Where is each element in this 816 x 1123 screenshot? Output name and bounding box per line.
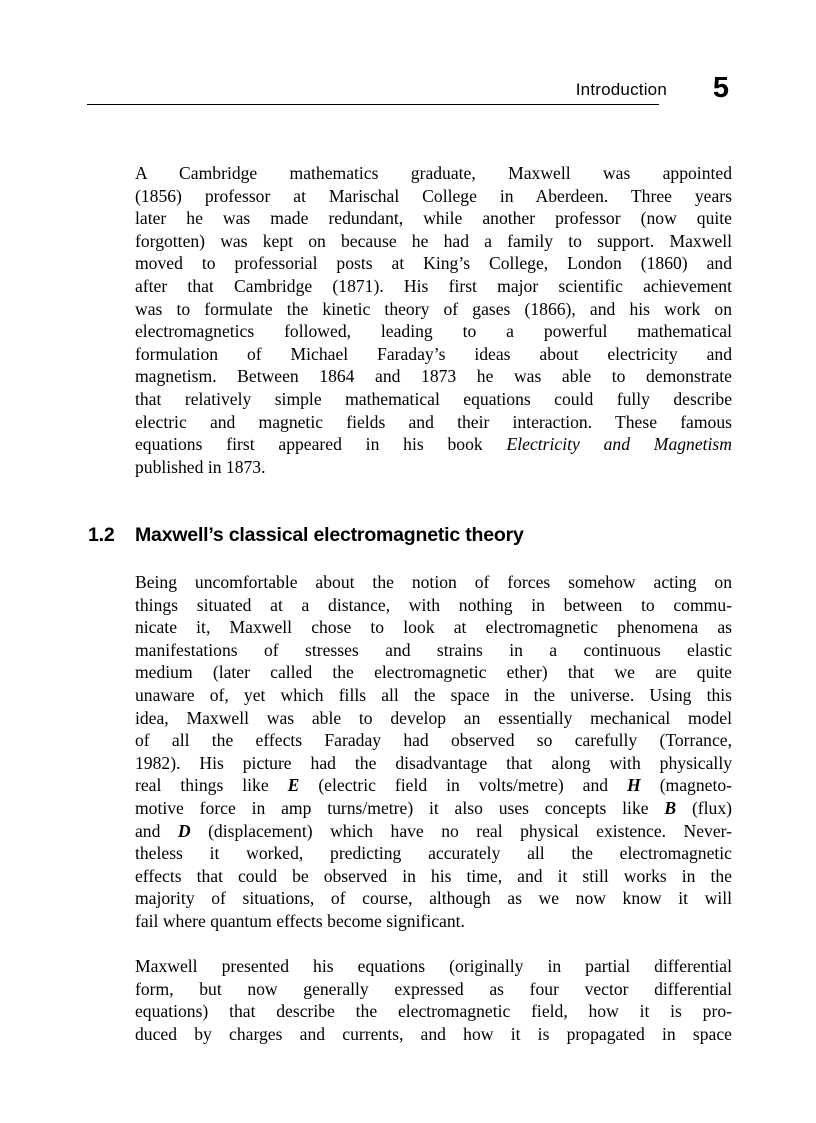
section-title: Maxwell’s classical electromagnetic theory bbox=[135, 524, 524, 546]
text-line: duced by charges and currents, and how it is propagated in space bbox=[135, 1023, 732, 1044]
running-head bbox=[87, 72, 737, 104]
paragraph-maxwell-equations bbox=[135, 955, 732, 1045]
symbol-d: D bbox=[177, 820, 191, 841]
text-line bbox=[135, 797, 732, 820]
text-line: medium (later called the electromagnetic ether) that we are quite bbox=[135, 662, 732, 683]
text-line: was to formulate the kinetic theory of gases (1866), and his work on bbox=[135, 298, 732, 319]
text-line: magnetism. Between 1864 and 1873 he was able to demonstrate bbox=[135, 366, 732, 387]
text-line bbox=[135, 774, 732, 797]
text-line: formulation of Michael Faraday’s ideas about electricity and bbox=[135, 343, 732, 364]
text-segment: real things like bbox=[135, 775, 269, 796]
text-line: Maxwell presented his equations (originally in partial differential bbox=[135, 956, 732, 976]
text-line: of all the effects Faraday had observed so carefully (Torrance, bbox=[135, 730, 732, 751]
text-line: Being uncomfortable about the notion of forces somehow acting on bbox=[135, 572, 732, 592]
text-line bbox=[135, 433, 732, 456]
text-segment: (displacement) which have no real physical existence. Never- bbox=[208, 820, 732, 841]
text-line: moved to professorial posts at King’s College, London (1860) and bbox=[135, 253, 732, 274]
text-segment: (flux) bbox=[691, 797, 732, 818]
text-line: nicate it, Maxwell chose to look at electromagnetic phenomena as bbox=[135, 617, 732, 638]
header-rule bbox=[87, 104, 659, 105]
text-line: published in 1873. bbox=[135, 456, 266, 477]
symbol-e: E bbox=[287, 775, 300, 796]
paragraph-maxwell-biography bbox=[135, 162, 732, 478]
text-line: unaware of, yet which fills all the space in the universe. Using this bbox=[135, 684, 732, 705]
text-line: (1856) professor at Marischal College in Aberdeen. Three years bbox=[135, 185, 732, 206]
text-segment: motive force in amp turns/metre) it also uses concepts like bbox=[135, 797, 649, 818]
text-line: things situated at a distance, with nothing in between to commu- bbox=[135, 594, 732, 615]
text-line: idea, Maxwell was able to develop an essentially mechanical model bbox=[135, 707, 732, 728]
text-line: after that Cambridge (1871). His first major scientific achievement bbox=[135, 275, 732, 296]
text-line: theless it worked, predicting accurately all the electromagnetic bbox=[135, 843, 732, 864]
text-line: electromagnetics followed, leading to a powerful mathematical bbox=[135, 321, 732, 342]
text-line bbox=[135, 820, 732, 843]
text-line: electric and magnetic fields and their interaction. These famous bbox=[135, 411, 732, 432]
text-line: forgotten) was kept on because he had a family to support. Maxwell bbox=[135, 230, 732, 251]
running-head-title: Introduction bbox=[575, 80, 667, 99]
text-line: A Cambridge mathematics graduate, Maxwell was appointed bbox=[135, 163, 732, 183]
text-line: majority of situations, of course, although as we now know it will bbox=[135, 888, 732, 909]
text-line: form, but now generally expressed as four vector differential bbox=[135, 978, 732, 999]
text-line: later he was made redundant, while another professor (now quite bbox=[135, 208, 732, 229]
text-line: effects that could be observed in his time, and it still works in the bbox=[135, 865, 732, 886]
text-segment: (electric field in volts/metre) and bbox=[318, 775, 609, 796]
text-segment: (magneto- bbox=[659, 775, 732, 796]
book-title: Electricity and Magnetism bbox=[506, 434, 732, 455]
text-line: that relatively simple mathematical equations could fully describe bbox=[135, 388, 732, 409]
symbol-b: B bbox=[664, 797, 677, 818]
section-number: 1.2 bbox=[88, 524, 115, 546]
symbol-h: H bbox=[627, 775, 641, 796]
text-line: equations) that describe the electromagnetic field, how it is pro- bbox=[135, 1001, 732, 1022]
text-segment: and bbox=[135, 820, 161, 841]
page-number: 5 bbox=[712, 72, 729, 104]
text-line: 1982). His picture had the disadvantage that along with physically bbox=[135, 752, 732, 773]
text-line: fail where quantum effects become significant. bbox=[135, 910, 465, 931]
paragraph-electromagnetic-theory bbox=[135, 571, 732, 933]
text-line: manifestations of stresses and strains in a continuous elastic bbox=[135, 639, 732, 660]
section-heading bbox=[88, 524, 524, 547]
text-segment: equations first appeared in his book bbox=[135, 434, 483, 455]
